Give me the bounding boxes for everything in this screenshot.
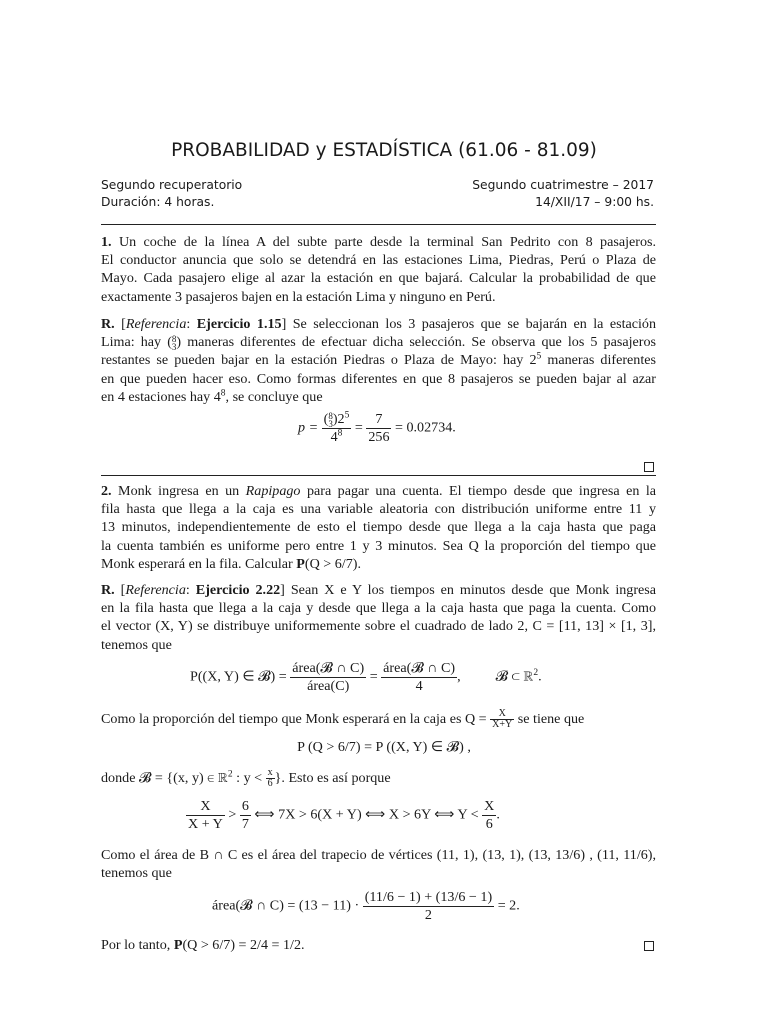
formula-result: = 0.02734. xyxy=(395,419,456,436)
answer-2-text: Como la proporción del tiempo que Monk esperará en la caja es Q = xyxy=(101,710,487,727)
answer-1-text: , se concluye que xyxy=(225,388,323,405)
formula-p xyxy=(298,411,548,446)
answer-2-text: en la fila hasta que llega a la caja y desde que llega a la caja hasta que paga la cuenta. Como xyxy=(101,600,656,617)
answer-1-text: Lima: hay xyxy=(101,334,162,351)
qed-square xyxy=(644,462,654,472)
rapipago-term: Rapipago xyxy=(245,483,301,499)
fraction: $\frac{X}{X+Y}$ xyxy=(492,708,513,730)
problem-2-text: (Q > 6/7). xyxy=(304,555,361,572)
answer-2-line5 xyxy=(101,709,656,730)
eq1-condition: 𝓑 ⊂ ℝ xyxy=(495,668,534,685)
problem-2-text: Monk esperará en la fila. Calcular xyxy=(101,555,293,572)
equation-3 xyxy=(186,798,606,833)
prob-operator: P xyxy=(296,555,305,572)
period: . xyxy=(538,668,542,685)
answer-2-text: Por lo tanto, xyxy=(101,937,171,953)
eq4-lhs: área(𝓑 ∩ C) = (13 − 11) · xyxy=(212,897,360,914)
problem-2-text: la cuenta también es uniforme pero entre 1 y 3 minutos. Sea Q la proporción del tiempo que xyxy=(101,537,656,554)
answer-2: R. [Referencia: Ejercicio 2.22] Sean X e Y los tiempos en minutos desde que Monk ingresa en la fila hasta que llega a la caja y desde que llega a la caja hasta que paga la cuenta. Como el vector (X, Y) se distribuye uniformemente sobre el cuadrado de lado 2, C = [11, 13] × [1, 3], tenemos que xyxy=(101,582,657,653)
answer-2-vertices xyxy=(101,846,656,882)
answer-2-label: R. xyxy=(101,582,115,598)
reference-exercise: Ejercicio 2.22 xyxy=(195,582,281,598)
divider xyxy=(101,224,656,225)
fraction: $\frac{X}{X + Y}$ xyxy=(188,798,223,832)
exam-type: Segundo recuperatorio xyxy=(101,178,243,192)
answer-1: R. [Referencia: Ejercicio 1.15] Se seleccionan los 3 pasajeros que se bajarán en la estación Lima: hay (8 3) maneras diferentes de efectuar dicha selección. Se observa que los 5 pasajeros restantes se pueden bajar en la estación Piedras o Plaza de Mayo: hay $2^5$ maneras diferentes en que pueden hacer eso. Como formas diferentes en que 8 pasajeros se pueden bajar al azar en 4 estaciones hay $4^8$, se concluye que xyxy=(101,316,657,405)
equation-2: P (Q > 6/7) = P ((X, Y) ∈ 𝓑) , xyxy=(297,739,471,755)
answer-2-text: tenemos que xyxy=(101,865,172,882)
formula-den: 4 xyxy=(330,429,338,445)
problem-1-text: Mayo. Cada pasajero elige al azar la estación en que bajará. Calcular la probabilidad de que xyxy=(101,270,656,287)
answer-2-text: : y < xyxy=(236,769,263,786)
divider xyxy=(101,475,656,476)
problem-1 xyxy=(101,233,656,306)
exponent: 5 xyxy=(344,410,350,421)
comma: , xyxy=(457,668,461,685)
exam-term: Segundo cuatrimestre – 2017 xyxy=(472,178,654,192)
reference-exercise: Ejercicio 1.15 xyxy=(196,316,282,332)
answer-1-text: en 4 estaciones hay 4 xyxy=(101,388,221,405)
answer-2-text: }. Esto es así porque xyxy=(274,769,391,786)
answer-2-text: (Q > 6/7) = 2/4 = 1/2. xyxy=(182,937,305,953)
eq1-lhs: P((X, Y) ∈ 𝓑) = xyxy=(190,668,287,685)
problem-2-text: para pagar una cuenta. El tiempo desde que ingresa en la xyxy=(306,483,657,499)
answer-2-final xyxy=(101,936,656,954)
formula-num: 2 xyxy=(337,411,345,427)
exam-duration: Duración: 4 horas. xyxy=(101,195,215,209)
answer-1-text: maneras diferentes de efectuar dicha selección. Se observa que los 5 pasajeros xyxy=(187,334,656,351)
eq4-rhs: = 2. xyxy=(497,897,520,914)
exponent: 2 xyxy=(533,668,539,679)
answer-1-text: Se seleccionan los 3 pasajeros que se bajarán en la estación xyxy=(292,316,657,332)
problem-1-number: 1. xyxy=(101,234,112,250)
fraction: $\frac{\text{área(𝓑 ∩ C)}}{4}$ xyxy=(383,660,456,694)
answer-1-text: maneras diferentes xyxy=(547,352,656,369)
answer-1-label: R. xyxy=(101,316,115,332)
problem-2-text: 13 minutos, independientemente de esto el tiempo desde que llega a la caja hasta que paga xyxy=(101,519,656,536)
equation-1 xyxy=(190,660,590,695)
answer-2-text: tenemos que xyxy=(101,636,172,653)
exponent: 5 xyxy=(536,351,542,362)
reference-word: Referencia xyxy=(125,316,187,332)
answer-2-text: Como el área de B ∩ C es el área del trapecio de vértices (11, 1), (13, 1), (13, 13/6) , (11, 11/6), xyxy=(101,847,656,863)
fraction: $\frac{7}{256}$ xyxy=(368,411,390,445)
answer-1-text: en que pueden hacer eso. Como formas diferentes en que 8 pasajeros se pueden bajar al azar xyxy=(101,370,656,387)
answer-1-text: restantes se pueden bajar en la estación Piedras o Plaza de Mayo: hay 2 xyxy=(101,352,537,369)
problem-1-text: Un coche de la línea A del subte parte desde la terminal San Pedrito con 8 pasajeros. xyxy=(118,234,656,250)
answer-2-text: donde 𝓑 = {(x, y) ∈ ℝ xyxy=(101,769,228,786)
answer-2-text: el vector (X, Y) se distribuye uniformemente sobre el cuadrado de lado 2, C = [11, 13] × [1, 3], xyxy=(101,618,656,635)
answer-2-text: Sean X e Y los tiempos en minutos desde que Monk ingresa xyxy=(290,582,657,598)
answer-2-line6 xyxy=(101,768,656,789)
page-title: PROBABILIDAD y ESTADÍSTICA (61.06 - 81.09) xyxy=(171,140,597,161)
reference-word: Referencia xyxy=(125,582,186,598)
problem-2-text: fila hasta que llega a la caja es una variable aleatoria con distribución uniforme entre 11 y xyxy=(101,501,656,518)
period: . xyxy=(496,806,500,823)
qed-square xyxy=(644,941,654,951)
fraction: $\frac{\text{área(𝓑 ∩ C)}}{\text{área(C)}}$ xyxy=(292,660,365,694)
fraction: $\frac{x}{6}$ xyxy=(267,767,273,789)
answer-2-text: se tiene que xyxy=(517,710,585,727)
exponent: 2 xyxy=(227,769,233,780)
problem-1-text: exactamente 3 pasajeros bajen en la estación Lima y ninguno en Perú. xyxy=(101,288,496,305)
exponent: 8 xyxy=(220,388,226,399)
problem-1-text: El conductor anuncia que solo se detendrá en las estaciones Lima, Piedras, Perú o Plaza de xyxy=(101,252,656,269)
fraction: $\frac{6}{7}$ xyxy=(241,798,249,832)
problem-2-text: Monk ingresa en un xyxy=(118,483,240,499)
greater-than: > xyxy=(228,806,237,823)
exponent: 8 xyxy=(337,428,343,439)
equals: = xyxy=(354,419,363,436)
binomial-8-3: (8 3) xyxy=(167,333,182,352)
equation-4 xyxy=(212,889,592,924)
eq3-chain: ⟺ 7X > 6(X + Y) ⟺ X > 6Y ⟺ Y < xyxy=(254,806,479,823)
fraction: $\frac{X}{6}$ xyxy=(484,798,495,832)
formula-lhs: p = xyxy=(298,419,319,436)
fraction: (8 $3)2^5$ $4^8$ xyxy=(323,410,350,445)
prob-operator: P xyxy=(173,937,183,953)
problem-2 xyxy=(101,482,656,573)
fraction: $\frac{(11/6 - 1) + (13/6 - 1)}{2}$ xyxy=(364,889,493,923)
exam-date: 14/XII/17 – 9:00 hs. xyxy=(535,195,654,209)
equals: = xyxy=(369,668,378,685)
problem-2-number: 2. xyxy=(101,483,112,499)
